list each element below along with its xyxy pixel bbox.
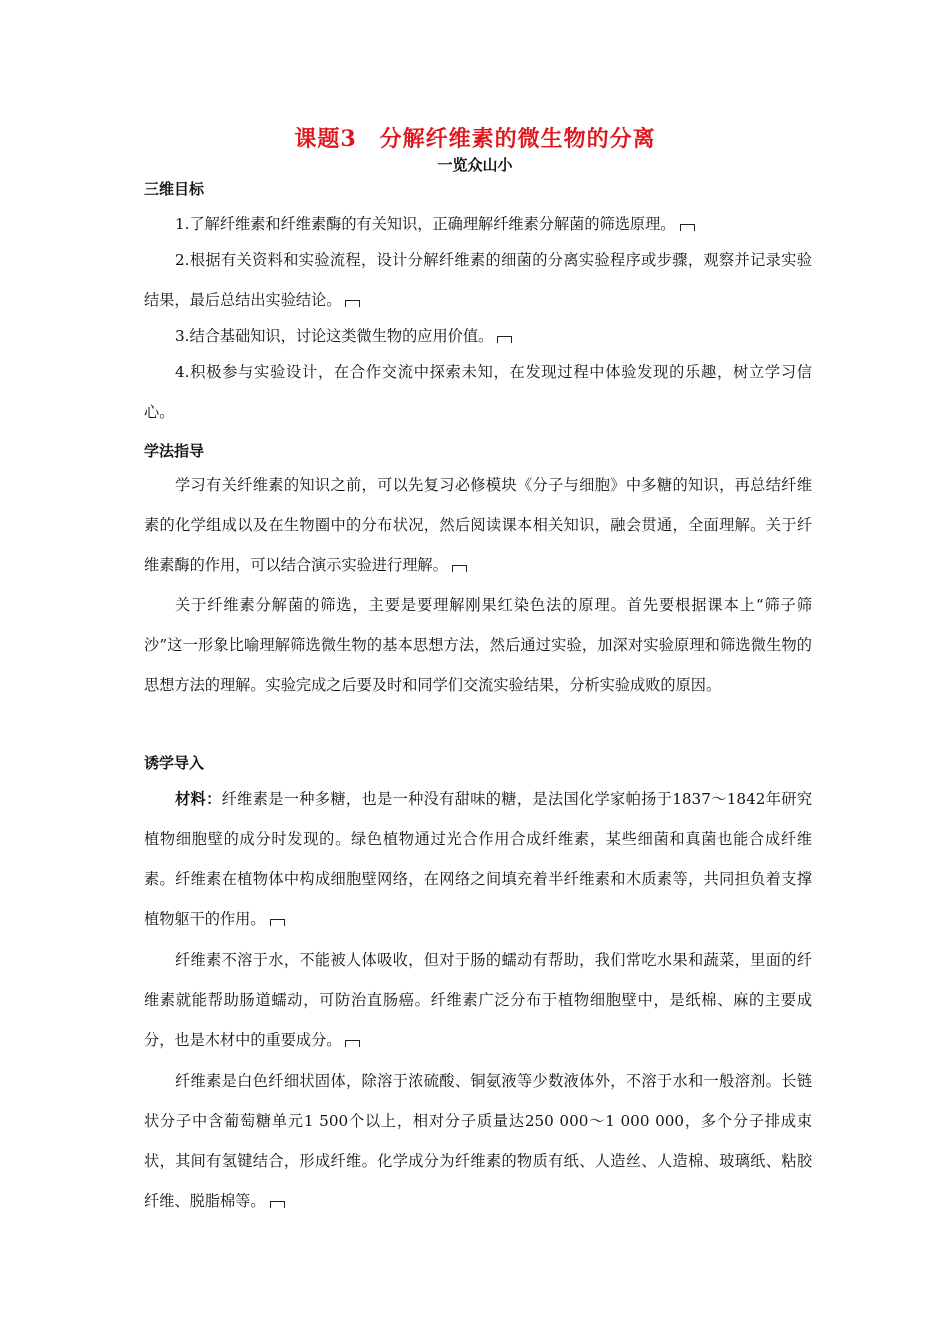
material-label: 材料：	[175, 790, 222, 808]
section-heading-intro: 诱学导入	[144, 754, 205, 772]
goal-item: 4.积极参与实验设计，在合作交流中探索未知，在发现过程中体验发现的乐趣，树立学习信心。	[144, 363, 812, 421]
goal-item: 2.根据有关资料和实验流程，设计分解纤维素的细菌的分离实验程序或步骤，观察并记录实验结果，最后总结出实验结论。	[144, 251, 812, 309]
page-subtitle: 一览众山小	[437, 156, 513, 174]
margin-mark-icon	[345, 1040, 360, 1047]
intro-paragraph: 纤维素不溶于水，不能被人体吸收，但对于肠的蠕动有帮助，我们常吃水果和蔬菜，里面的纤维素就能帮助肠道蠕动，可防治直肠癌。纤维素广泛分布于植物细胞壁中，是纸棉、麻的主要成分，也是木材中的重要成分。	[144, 951, 812, 1049]
margin-mark-icon	[270, 1201, 285, 1208]
goal-item: 3.结合基础知识，讨论这类微生物的应用价值。	[144, 316, 812, 356]
intro-paragraph: 材料：纤维素是一种多糖，也是一种没有甜味的糖，是法国化学家帕扬于1837～1842年研究植物细胞壁的成分时发现的。绿色植物通过光合作用合成纤维素，某些细菌和真菌也能合成纤维素。纤维素在植物体中构成细胞壁网络，在网络之间填充着半纤维素和木质素等，共同担负着支撑植物躯干的作用。	[144, 790, 813, 928]
method-paragraph: 关于纤维素分解菌的筛选，主要是要理解刚果红染色法的原理。首先要根据课本上“筛子筛沙”这一形象比喻理解筛选微生物的基本思想方法，然后通过实验，加深对实验原理和筛选微生物的思想方法的理解。实验完成之后要及时和同学们交流实验结果，分析实验成败的原因。	[144, 596, 812, 694]
page-title: 课题3 分解纤维素的微生物的分离	[294, 126, 656, 152]
margin-mark-icon	[680, 224, 695, 231]
margin-mark-icon	[270, 919, 285, 926]
margin-mark-icon	[452, 565, 467, 572]
intro-paragraph: 纤维素是白色纤细状固体，除溶于浓硫酸、铜氨液等少数液体外，不溶于水和一般溶剂。长链状分子中含葡萄糖单元1 500个以上，相对分子质量达250 000～1 000 000，多个分子排成束状，其间有氢键结合，形成纤维。化学成分为纤维素的物质有纸、人造丝、人造棉、玻璃纸、粘胶纤维、脱脂棉等。	[144, 1072, 812, 1210]
goal-item: 1.了解纤维素和纤维素酶的有关知识，正确理解纤维素分解菌的筛选原理。	[144, 204, 812, 244]
section-heading-method: 学法指导	[144, 442, 205, 460]
section-heading-goals: 三维目标	[144, 180, 205, 198]
margin-mark-icon	[345, 300, 360, 307]
margin-mark-icon	[497, 336, 512, 343]
method-paragraph: 学习有关纤维素的知识之前，可以先复习必修模块《分子与细胞》中多糖的知识，再总结纤维素的化学组成以及在生物圈中的分布状况，然后阅读课本相关知识，融会贯通，全面理解。关于纤维素酶的作用，可以结合演示实验进行理解。	[144, 476, 812, 574]
